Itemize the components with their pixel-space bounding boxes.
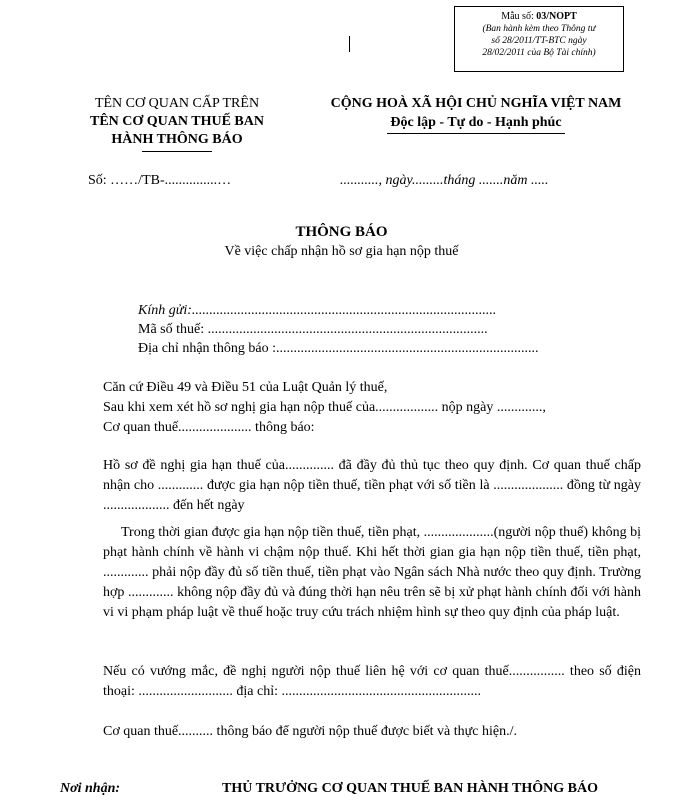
- legal-basis-line2: Sau khi xem xét hồ sơ nghị gia hạn nộp thuế của.................. nộp ngày .............,: [103, 400, 546, 415]
- form-note-line: số 28/2011/TT-BTC ngày: [491, 36, 587, 46]
- form-note-line: 28/02/2011 của Bộ Tài chính): [482, 48, 596, 58]
- legal-basis-line1: Căn cứ Điều 49 và Điều 51 của Luật Quản lý thuế,: [103, 380, 388, 395]
- paragraph-extension-accepted: Hồ sơ đề nghị gia hạn thuế của.............. đã đầy đủ thủ tục theo quy định. Cơ quan thuế chấp nhận cho ............. được gia hạn nộp tiền thuế, tiền phạt với số tiền là .................... đồng từ ngày ................... đến hết ngày: [103, 458, 641, 513]
- agency-underline: [142, 151, 212, 152]
- recipients-label: Nơi nhận:: [60, 781, 121, 796]
- form-code-value: 03/NOPT: [536, 11, 577, 22]
- recipient-address: Địa chỉ nhận thông báo :...........................................................................: [138, 341, 539, 356]
- recipient-to: Kính gửi:.......................................................................................: [138, 303, 497, 318]
- form-note-line: (Ban hành kèm theo Thông tư: [482, 24, 596, 34]
- signer-title: THỦ TRƯỞNG CƠ QUAN THUẾ BAN HÀNH THÔNG BÁO: [222, 781, 598, 796]
- document-date: ..........., ngày.........tháng .......năm .....: [340, 173, 549, 188]
- form-code-box: [454, 6, 624, 72]
- national-title: CỘNG HOÀ XÃ HỘI CHỦ NGHĨA VIỆT NAM: [330, 96, 622, 111]
- text-cursor: [349, 36, 350, 52]
- notice-subtitle: Về việc chấp nhận hồ sơ gia hạn nộp thuế: [224, 244, 459, 259]
- form-code: [455, 11, 623, 23]
- paragraph-contact: Nếu có vướng mắc, đề nghị người nộp thuế liên hệ với cơ quan thuế................ theo số điện thoại: ........................... địa chỉ: .........................................................: [103, 664, 641, 699]
- legal-basis-line3: Cơ quan thuế..................... thông báo:: [103, 420, 315, 435]
- parent-agency-name: TÊN CƠ QUAN CẤP TRÊN: [94, 96, 260, 111]
- national-motto: Độc lập - Tự do - Hạnh phúc: [390, 115, 562, 130]
- motto-underline: [387, 133, 565, 134]
- paragraph-extension-terms: Trong thời gian được gia hạn nộp tiền thuế, tiền phạt, ....................(người nộp thuế) không bị phạt hành chính về hành vi chậm nộp thuế. Khi hết thời gian gia hạn nộp tiền thuế, tiền phạt, ............. phải nộp đầy đủ số tiền thuế, tiền phạt vào Ngân sách Nhà nước theo quy định. Trường hợp ............. không nộp đầy đủ và đúng thời hạn nêu trên sẽ bị xử phạt hành chính đối với hành vi vi phạm pháp luật về thuế hoặc truy cứu trách nhiệm hình sự theo quy định của pháp luật.: [103, 525, 641, 620]
- recipient-tax-code: Mã số thuế: ................................................................................: [138, 322, 488, 337]
- document-number: Số: ……/TB-...............…: [88, 173, 232, 188]
- issuing-agency-name-line2: HÀNH THÔNG BÁO: [111, 132, 243, 147]
- form-code-label: Mẫu số:: [501, 11, 537, 22]
- issuing-agency-name-line1: TÊN CƠ QUAN THUẾ BAN: [90, 114, 264, 129]
- paragraph-closing: Cơ quan thuế.......... thông báo để người nộp thuế được biết và thực hiện./.: [103, 724, 517, 739]
- notice-title: THÔNG BÁO: [295, 224, 388, 240]
